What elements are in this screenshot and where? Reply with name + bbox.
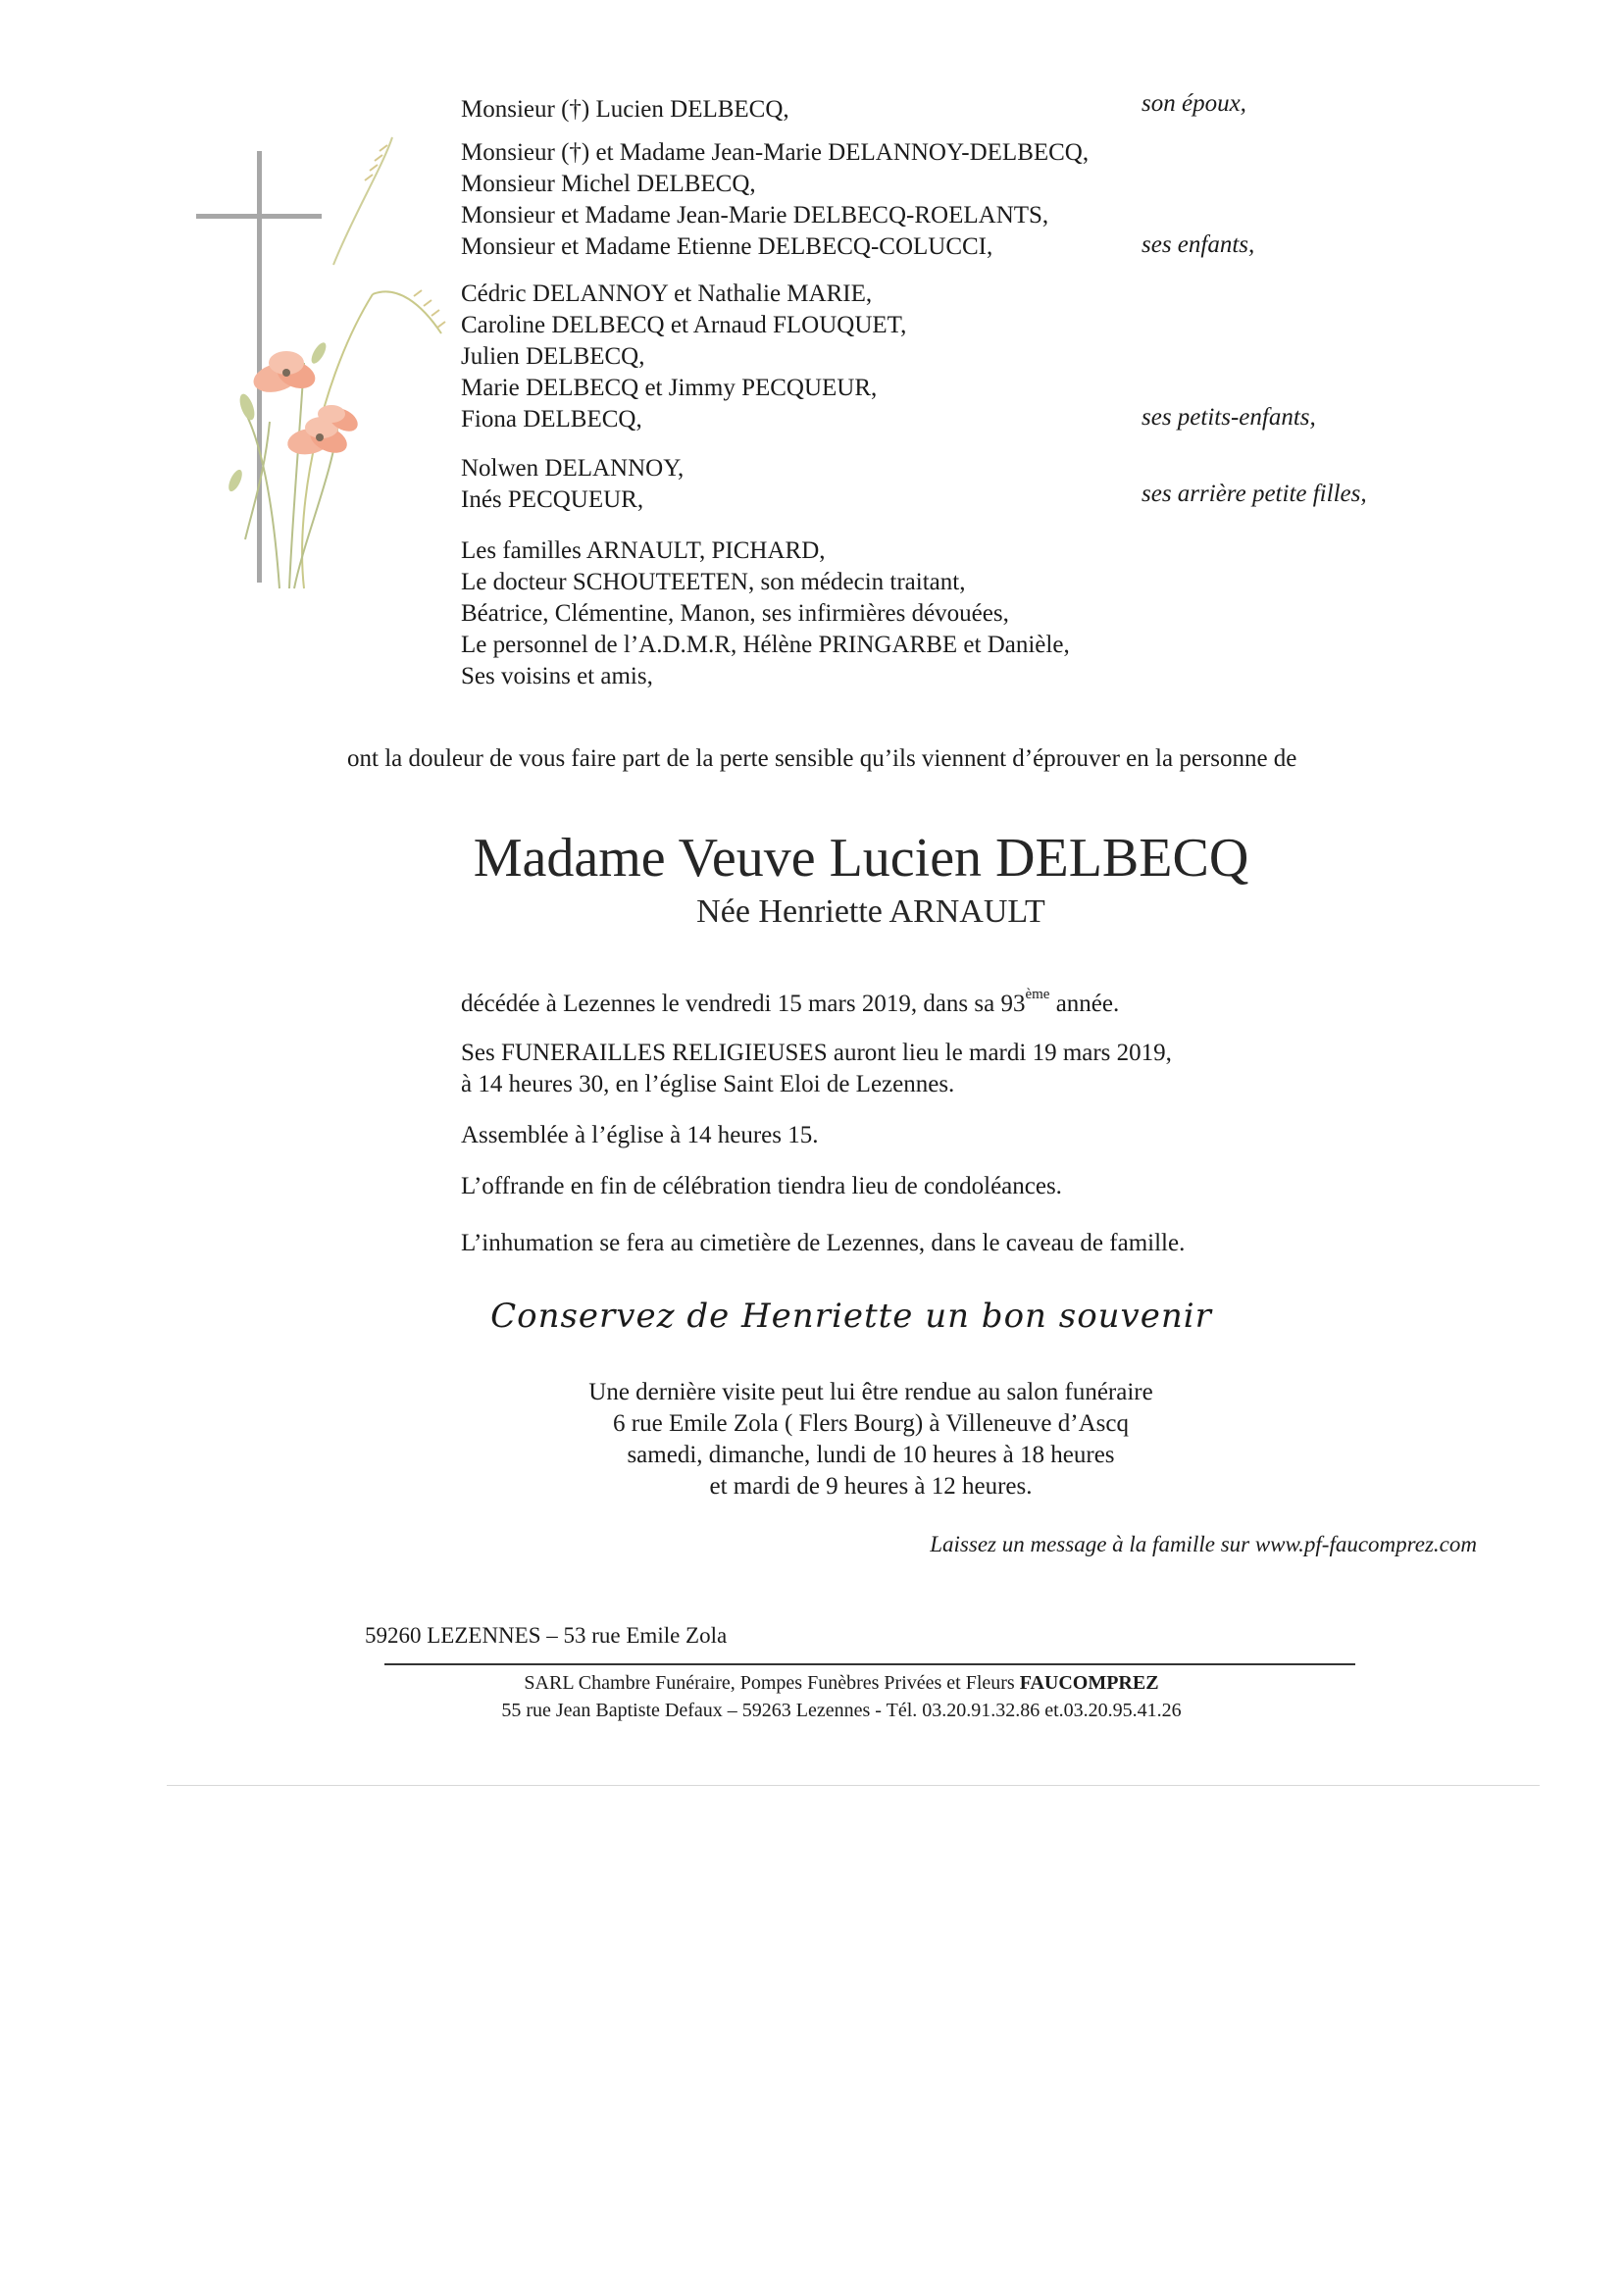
cross-flowers-illustration bbox=[186, 127, 461, 598]
company-name: FAUCOMPREZ bbox=[1019, 1672, 1159, 1694]
death-text-end: année. bbox=[1049, 991, 1120, 1017]
death-line bbox=[461, 986, 1120, 1020]
family-line: Caroline DELBECQ et Arnaud FLOUQUET, bbox=[461, 312, 907, 338]
role-label: ses petits-enfants, bbox=[1142, 404, 1316, 431]
offering-line: L’offrande en fin de célébration tiendra lieu de condoléances. bbox=[461, 1173, 1062, 1199]
family-line: Le docteur SCHOUTEETEN, son médecin traitant, bbox=[461, 569, 966, 595]
family-line: Le personnel de l’A.D.M.R, Hélène PRINGARBE et Danièle, bbox=[461, 632, 1070, 658]
visit-line: 6 rue Emile Zola ( Flers Bourg) à Villeneuve d’Ascq bbox=[613, 1410, 1129, 1437]
death-text: décédée à Lezennes le vendredi 15 mars 2019, dans sa 93 bbox=[461, 991, 1026, 1017]
visit-line: Une dernière visite peut lui être rendue au salon funéraire bbox=[588, 1379, 1153, 1405]
company-line bbox=[29, 1669, 1624, 1697]
deceased-name: Madame Veuve Lucien DELBECQ bbox=[473, 828, 1249, 889]
family-line: Ses voisins et amis, bbox=[461, 663, 653, 689]
assembly-line: Assemblée à l’église à 14 heures 15. bbox=[461, 1122, 819, 1148]
remembrance-text: Conservez de Henriette un bon souvenir bbox=[490, 1297, 1212, 1336]
family-line: Inés PECQUEUR, bbox=[461, 486, 644, 513]
family-line: Nolwen DELANNOY, bbox=[461, 455, 685, 482]
company-text: SARL Chambre Funéraire, Pompes Funèbres Privées et Fleurs bbox=[524, 1672, 1020, 1694]
funeral-line: à 14 heures 30, en l’église Saint Eloi de Lezennes. bbox=[461, 1071, 955, 1097]
family-line: Marie DELBECQ et Jimmy PECQUEUR, bbox=[461, 375, 878, 401]
announcement-text: ont la douleur de vous faire part de la perte sensible qu’ils viennent d’éprouver en la personne de bbox=[347, 745, 1297, 772]
scan-edge bbox=[167, 1785, 1540, 1786]
family-line: Monsieur (†) et Madame Jean-Marie DELANNOY-DELBECQ, bbox=[461, 139, 1090, 166]
family-line: Fiona DELBECQ, bbox=[461, 406, 642, 433]
family-line: Les familles ARNAULT, PICHARD, bbox=[461, 537, 826, 564]
family-line: Monsieur (†) Lucien DELBECQ, bbox=[461, 96, 789, 123]
visit-line: et mardi de 9 heures à 12 heures. bbox=[709, 1473, 1033, 1500]
family-line: Monsieur et Madame Etienne DELBECQ-COLUCCI, bbox=[461, 233, 993, 260]
visit-line: samedi, dimanche, lundi de 10 heures à 18 heures bbox=[627, 1442, 1115, 1468]
burial-line: L’inhumation se fera au cimetière de Lezennes, dans le caveau de famille. bbox=[461, 1230, 1186, 1256]
address-text: 59260 LEZENNES – 53 rue Emile Zola bbox=[365, 1623, 728, 1648]
family-line: Cédric DELANNOY et Nathalie MARIE, bbox=[461, 280, 873, 307]
footer-divider bbox=[384, 1663, 1355, 1665]
family-line: Julien DELBECQ, bbox=[461, 343, 645, 370]
ordinal-sup: ème bbox=[1025, 986, 1050, 1002]
funeral-line: Ses FUNERAILLES RELIGIEUSES auront lieu le mardi 19 mars 2019, bbox=[461, 1040, 1172, 1066]
family-line: Monsieur Michel DELBECQ, bbox=[461, 171, 756, 197]
family-line: Monsieur et Madame Jean-Marie DELBECQ-ROELANTS, bbox=[461, 202, 1049, 229]
message-link-text: Laissez un message à la famille sur www.pf-faucomprez.com bbox=[930, 1532, 1477, 1556]
family-line: Béatrice, Clémentine, Manon, ses infirmières dévouées, bbox=[461, 600, 1009, 627]
role-label: ses arrière petite filles, bbox=[1142, 481, 1367, 507]
contact-line: 55 rue Jean Baptiste Defaux – 59263 Lezennes - Tél. 03.20.91.32.86 et.03.20.95.41.26 bbox=[501, 1700, 1182, 1721]
deceased-birth-name: Née Henriette ARNAULT bbox=[696, 893, 1045, 930]
role-label: son époux, bbox=[1142, 90, 1246, 117]
role-label: ses enfants, bbox=[1142, 231, 1255, 258]
